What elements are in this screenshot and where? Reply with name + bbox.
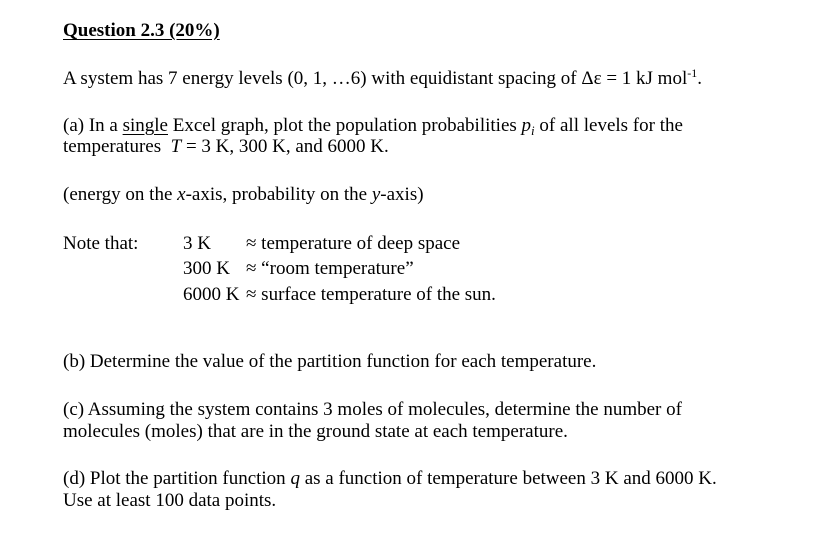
part-a-underlined-word: single [122,115,168,136]
part-a-prefix: (a) In a [63,115,123,136]
axes-note-x: x [177,184,186,205]
part-d-var-q: q [290,468,300,489]
intro-paragraph [63,68,702,90]
note-label: Note that: [63,233,139,254]
part-c-line-1: (c) Assuming the system contains 3 moles of molecules, determine the number of [63,399,682,420]
part-a-line2-suffix: = 3 K, 300 K, and 6000 K. [181,136,389,157]
intro-superscript: -1 [687,66,698,80]
part-a-line-1 [63,115,683,137]
note-row-2-temp: 300 K [183,258,230,279]
part-d-line-1 [63,468,717,490]
part-a-middle: Excel graph, plot the population probabilities [168,115,522,136]
note-row-3-temp: 6000 K [183,284,240,305]
note-row-2-desc: ≈ “room temperature” [246,258,414,279]
axes-note-y: y [371,184,381,205]
part-a-line-2 [63,136,389,158]
part-d-suffix: as a function of temperature between 3 K and 6000 K. [299,468,717,489]
note-row-3-desc: ≈ surface temperature of the sun. [246,284,496,305]
axes-note-prefix: (energy on the [63,184,178,205]
part-d-line-2: Use at least 100 data points. [63,490,277,511]
note-row-1-temp: 3 K [183,233,211,254]
intro-text: A system has 7 energy levels (0, 1, …6) with equidistant spacing of Δε = 1 kJ mol [63,68,688,89]
axes-note-middle: -axis, probability on the [185,184,372,205]
intro-end: . [697,68,702,89]
part-a-var-T: T [170,136,182,157]
axes-note-suffix: -axis) [380,184,424,205]
axes-note [63,184,424,206]
part-a-var-subscript: i [531,123,535,138]
question-heading: Question 2.3 (20%) [63,20,220,41]
part-d-prefix: (d) Plot the partition function [63,468,291,489]
part-c-line-2: molecules (moles) that are in the ground state at each temperature. [63,421,568,442]
part-a-var-p: p [521,115,532,136]
part-a-line2-prefix: temperatures [63,136,171,157]
part-a-suffix: of all levels for the [534,115,683,136]
part-b: (b) Determine the value of the partition function for each temperature. [63,351,597,372]
note-row-1-desc: ≈ temperature of deep space [246,233,461,254]
